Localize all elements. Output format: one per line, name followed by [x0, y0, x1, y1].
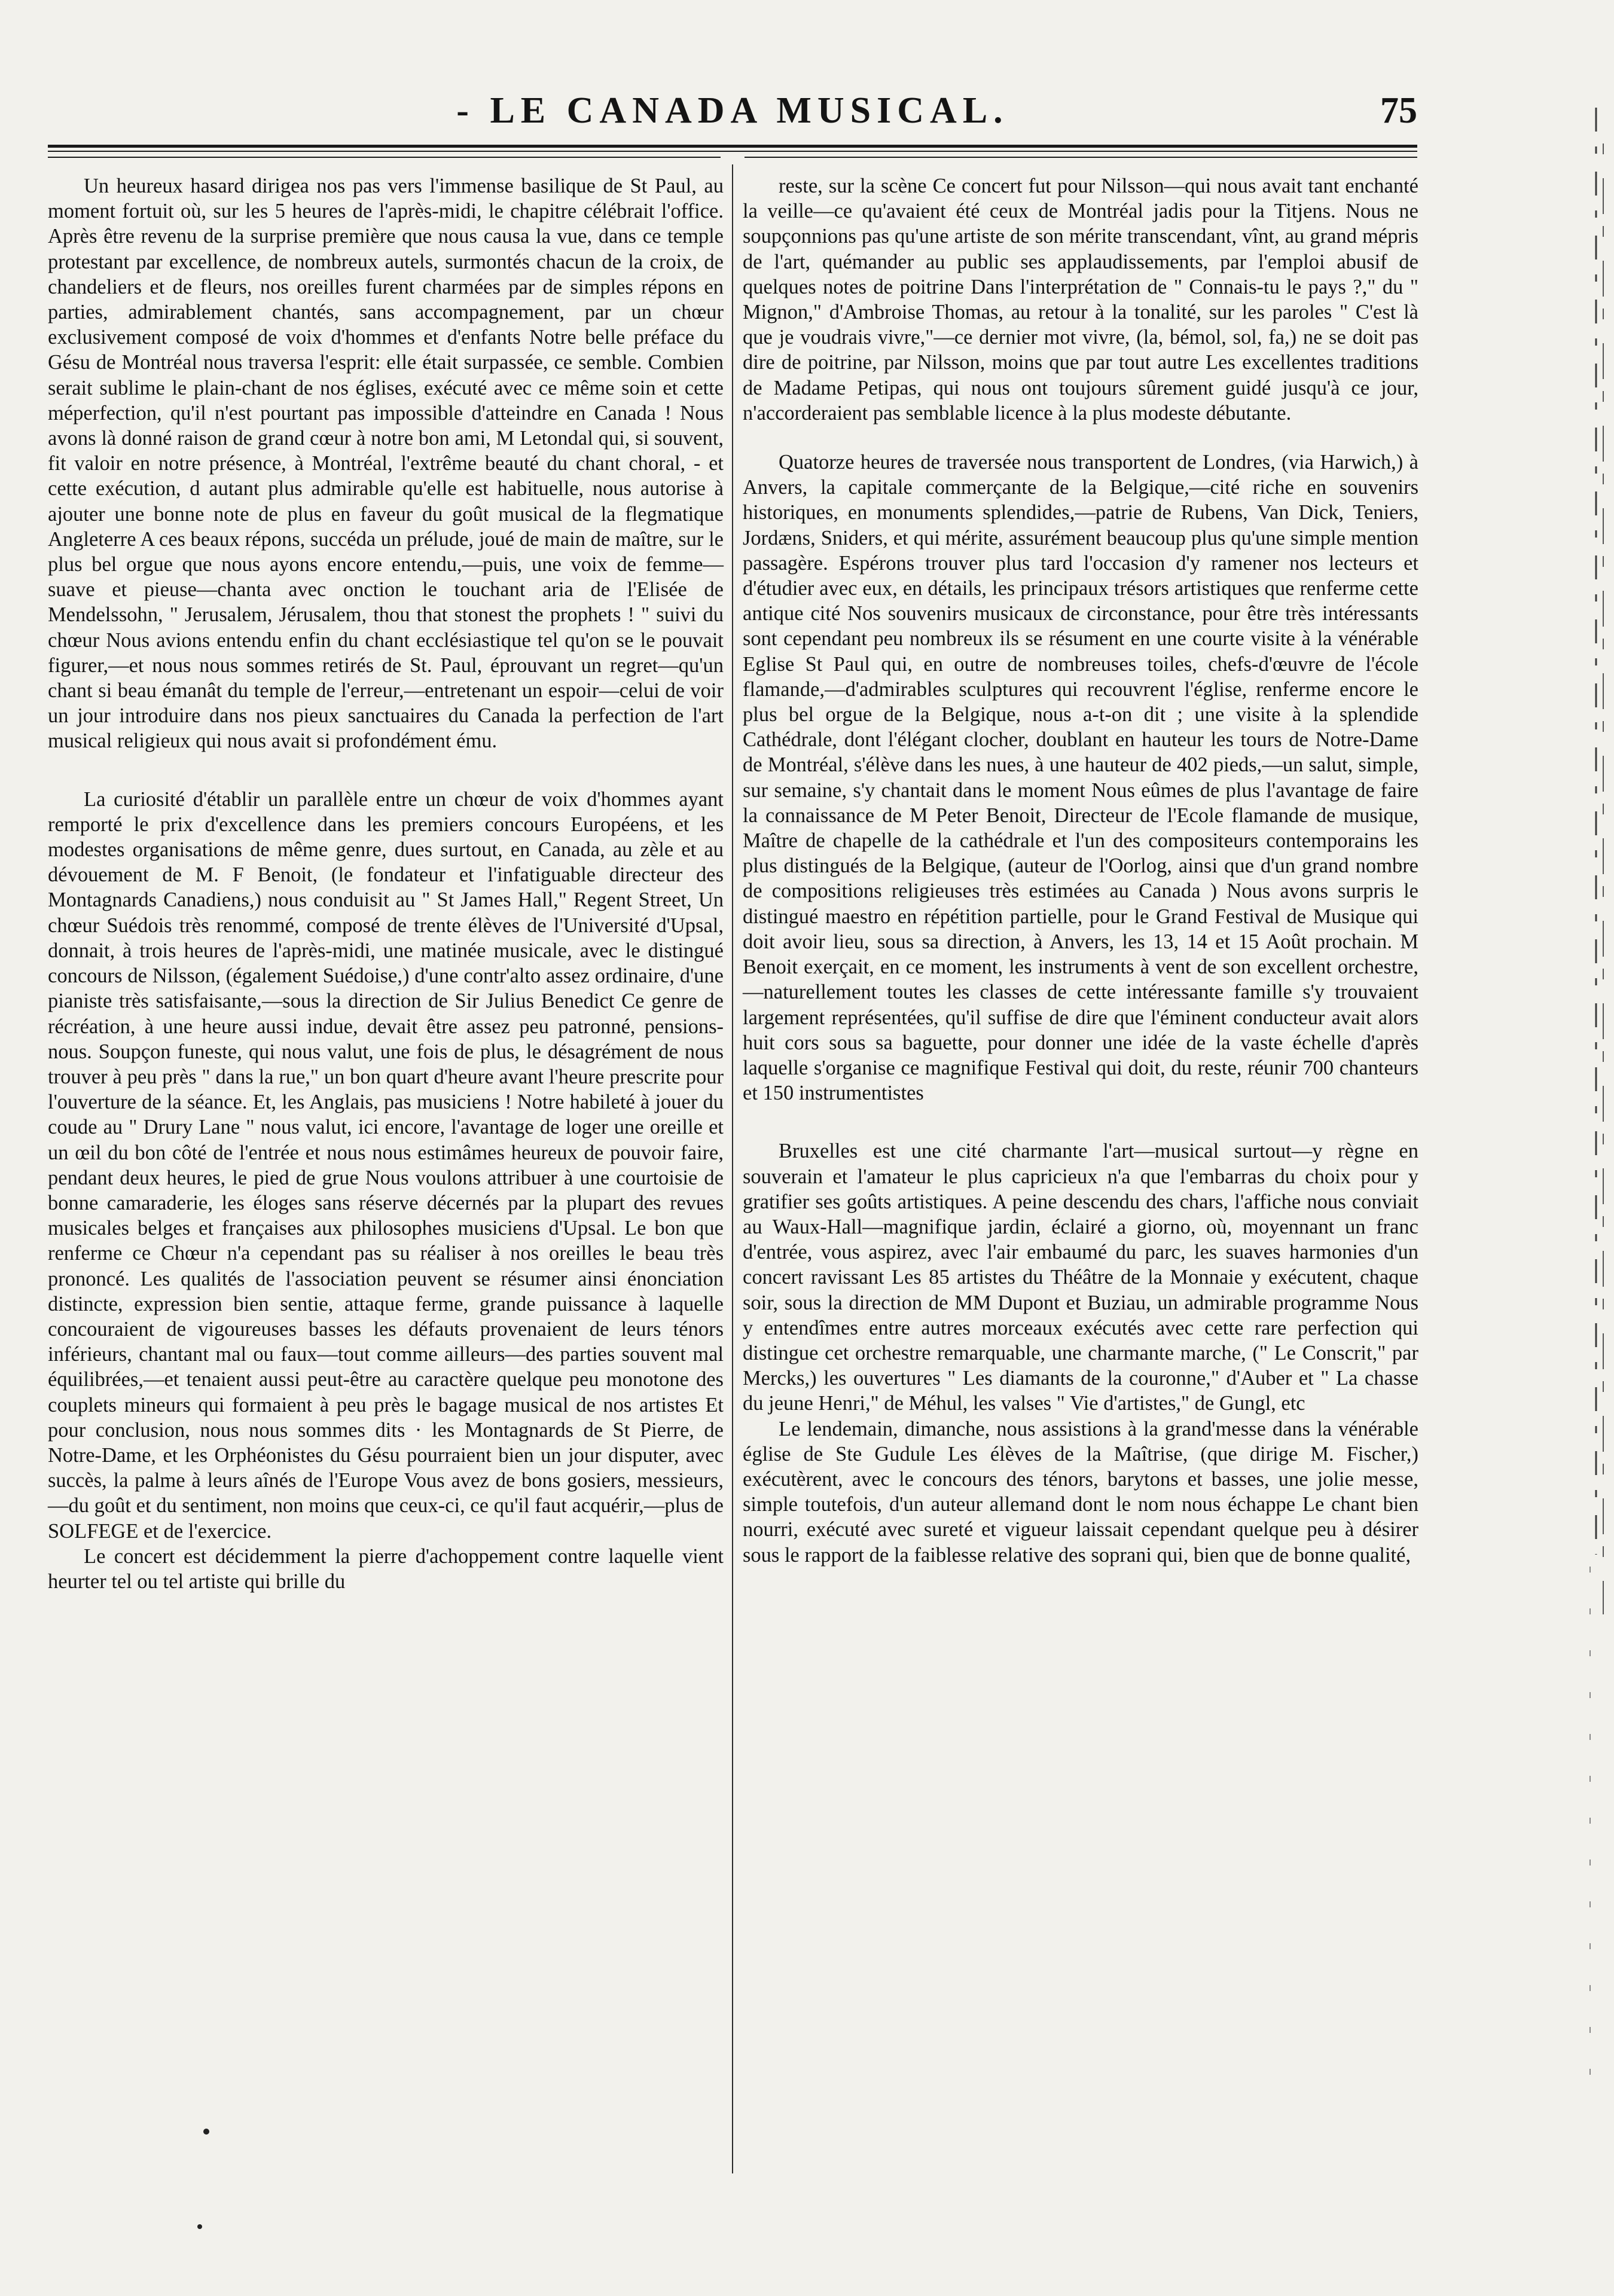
paragraph-anvers: Quatorze heures de traversée nous transportent de Londres, (via Harwich,) à Anvers, la capitale commerçante de la Belgique,—cité riche en souvenirs historiques, en monuments splendides,—patrie de Rubens, Van Dick, Teniers, Jordæns, Sniders, et qui mérite, assurément beaucoup plus qu'une simple mention passagère. Espérons trouver plus tard l'occasion d'y ramener nos lecteurs et d'étudier avec eux, en détails, les principaux trésors artistiques que renferme cette antique cité Nos souvenirs musicaux de circonstance, pour être très intéressants sont cependant peu nombreux ils se résument en une courte visite à la vénérable Eglise St Paul qui, en outre de nombreuses toiles, chefs-d'œuvre de l'école flamande,—d'admirables sculptures qui recouvrent l'église, renferme encore le plus bel orgue de la Belgique, nous a-t-on dit ; une visite à la splendide Cathédrale, dont l'élégant clocher, doublant en hauteur les tours de Notre-Dame de Montréal, s'élève dans les nues, à une hauteur de 402 pieds,—un salut, simple, sur semaine, s'y chantait dans le moment Nous eûmes de plus l'avantage de faire la connaissance de M Peter Benoit, Directeur de l'Ecole flamande de musique, Maître de chapelle de la cathédrale et l'un des compositeurs contemporains les plus distingués de la Belgique, (auteur de l'Oorlog, ainsi que d'un grand nombre de compositions religieuses très estimées au Canada ) Nous avons surpris le distingué maestro en répétition partielle, pour le Grand Festival de Musique qui doit avoir lieu, sous sa direction, à Anvers, les 13, 14 et 15 Août prochain. M Benoit exerçait, en ce moment, les instruments à vent de son excellent orchestre,—naturellement toutes les classes de cette intéressante famille s'y trouvaient largement représentées, qu'il suffise de dire que l'éminent conducteur avait alors huit cors sous sa baguette, pour donner une idée de la vaste échelle d'après laquelle s'organise ce magnifique Festival qui doit, du reste, réunir 700 chanteurs et 150 instrumentistes	[743, 451, 1418, 1105]
column-rule-right	[745, 157, 1417, 158]
page-header	[48, 90, 1417, 132]
running-title: - LE CANADA MUSICAL.	[456, 90, 1009, 131]
paragraph-st-paul: Un heureux hasard dirigea nos pas vers l'immense basilique de St Paul, au moment fortuit où, sur les 5 heures de l'après-midi, le chapitre célébrait l'office. Après être revenu de la surprise première que nous causa la vue, dans ce temple protestant par excellence, de nombreux autels, surmontés chacun de la croix, de chandeliers et de fleurs, nos oreilles furent charmées par de simples répons en parties, admirablement chantés, sans accompagnement, par un chœur exclusivement composé de voix d'hommes et d'enfants Notre belle préface du Gésu de Montréal nous traversa l'esprit: elle était surpassée, ce semble. Combien serait sublime le plain-chant de nos églises, exécuté avec ce même soin et cette méperfection, qu'il n'est pourtant pas impossible d'atteindre en Canada ! Nous avons là donné raison de grand cœur à notre bon ami, M Letondal qui, si souvent, fit valoir en notre présence, à Montréal, l'extrême beauté du chant choral, - et cette exécution, d autant plus admirable qu'elle est habituelle, nous autorise à ajouter une bonne note de plus en faveur du goût musical de la flegmatique Angleterre A ces beaux répons, succéda un prélude, joué de main de maître, sur le plus bel orgue que nous ayons encore entendu,—puis, une voix de femme—suave et pieuse—chanta avec onction le touchant aria de l'Elisée de Mendelssohn, " Jerusalem, Jérusalem, thou that stonest the prophets ! " suivi du chœur Nous avions entendu enfin du chant ecclésiastique tel qu'on se le pouvait figurer,—et nous nous sommes retirés de St. Paul, éprouvant un regret—qu'un chant si beau émanât du temple de l'erreur,—entretenant un espoir—celui de voir un jour introduire dans nos pieux sanctuaires du Canada la perfection de l'art musical religieux qui nous avait si profondément ému.	[48, 175, 724, 753]
header-rule-thin	[48, 151, 1417, 152]
paragraph-concert: Le concert est décidemment la pierre d'achoppement contre laquelle vient heurter tel ou tel artiste qui brille du	[48, 1544, 724, 1593]
paragraph-nilsson: reste, sur la scène Ce concert fut pour Nilsson—qui nous avait tant enchanté la veille—ce qu'avaient été ceux de Montréal jadis pour la Titjens. Nous ne soupçonnions pas qu'une artiste de son mérite transcendant, vînt, au grand mépris de l'art, quémander au public ses applaudissements, par l'emploi abusif de quelques notes de poitrine Dans l'interprétation de " Connais-tu le pays ?," du " Mignon," d'Ambroise Thomas, au retour à la tonalité, sur les paroles " C'est là que je voudrais vivre,"—ce dernier mot vivre, (la, bémol, sol, fa,) ne se doit pas dire de poitrine, par Nilsson, moins que par tout autre Les excellentes traditions de Madame Petipas, qui nous ont toujours sûrement guidé jusqu'à ce jour, n'accorderaient pas semblable licence à la plus modeste débutante.	[743, 175, 1418, 425]
header-rule-thick	[48, 145, 1417, 148]
ink-speck	[197, 2224, 202, 2229]
paragraph-ste-gudule: Le lendemain, dimanche, nous assistions à la grand'messe dans la vénérable église de Ste Gudule Les élèves de la Maîtrise, (que dirige M. Fischer,) exécutèrent, avec le concours des ténors, barytons et basses, une jolie messe, simple toutefois, d'un auteur allemand dont le nom nous échappe Le chant bien nourri, exécuté avec sureté et vigueur laissait cependant quelque peu à désirer sous le rapport de la faiblesse relative des soprani qui, bien que de bonne qualité,	[743, 1417, 1418, 1567]
paragraph-upsal-choir: La curiosité d'établir un parallèle entre un chœur de voix d'hommes ayant remporté le prix d'excellence dans les premiers concours Européens, et les modestes organisations de même genre, dues surtout, en Canada, au zèle et au dévouement de M. F Benoit, (le fondateur et l'infatiguable directeur des Montagnards Canadiens,) nous conduisit au " St James Hall," Regent Street, Un chœur Suédois très renommé, composé de trente élèves de l'Université d'Upsal, donnait, à trois heures de l'après-midi, une matinée musicale, avec le distingué concours de Nilsson, (également Suédoise,) d'une contr'alto assez ordinaire, d'une pianiste très satisfaisante,—sous la direction de Sir Julius Benedict Ce genre de récréation, à une heure aussi indue, devait être assez peu patronné, pensions-nous. Soupçon funeste, qui nous valut, une fois de plus, le désagrément de nous trouver à peu près " dans la rue," un bon quart d'heure avant l'heure prescrite pour l'ouverture de la séance. Et, les Anglais, pas musiciens ! Notre habileté à jouer du coude au " Drury Lane " nous valut, ici encore, l'avantage de loger une oreille et un œil du bon côté de l'entrée et nous nous estimâmes heureux de pouvoir faire, pendant deux heures, le pied de grue Nous voulons attribuer à une courtoisie de bonne camaraderie, les éloges sans réserve décernés par la plupart des revues musicales belges et françaises aux philosophes musiciens d'Upsal. Le bon que renferme ce Chœur n'a cependant pas su réaliser à nos oreilles le beau très prononcé. Les qualités de l'association peuvent se résumer ainsi énonciation distincte, expression bien sentie, attaque ferme, grande puissance à laquelle concouraient de vigoureuses basses les défauts provenaient de leurs ténors inférieurs, chantant mal ou faux—tout comme ailleurs—des parties souvent mal équilibrées,—et tenaient aussi peut-être au caractère quelque peu monotone des couplets mineurs qui formaient à peu près le bagage musical de nos artistes Et pour conclusion, nous nous sommes dits · les Montagnards de St Pierre, de Notre-Dame, et les Orphéonistes du Gésu pourraient bien un jour disputer, avec succès, la palme à leurs aînés de l'Europe Vous avez de bons gosiers, messieurs,—du goût et du sentiment, non moins que ceux-ci, ce qu'il faut acquérir,—plus de SOLFEGE et de l'exercice.	[48, 787, 724, 1543]
column-divider	[732, 164, 733, 2173]
paragraph-bruxelles: Bruxelles est une cité charmante l'art—musical surtout—y règne en souverain et l'amateur le plus capricieux n'a que l'embarras du choix pour y gratifier ses goûts artistiques. A peine descendu des chars, l'affiche nous conviait au Waux-Hall—magnifique jardin, éclairé a giorno, où, moyennant un franc d'entrée, vous aspirez, avec l'air embaumé du parc, les suaves harmonies d'un concert ravissant Les 85 artistes du Théâtre de la Monnaie y exécutent, chaque soir, sous la direction de MM Dupont et Buziau, un admirable programme Nous y entendîmes entre autres morceaux exécutés avec cette rare perfection qui distingue cet orchestre remarquable, une charmante marche, (" Le Conscrit," par Mercks,) les ouvertures " Les diamants de la couronne," d'Auber et " La chasse du jeune Henri," de Méhul, les valses " Vie d'artistes," de Gungl, etc	[743, 1140, 1418, 1415]
column-rule-left	[48, 157, 721, 158]
page-edge-scan-marks	[1560, 0, 1614, 2296]
ink-speck	[203, 2129, 209, 2135]
right-column	[743, 173, 1418, 1568]
left-column	[48, 173, 724, 1594]
page-number: 75	[1380, 90, 1417, 131]
